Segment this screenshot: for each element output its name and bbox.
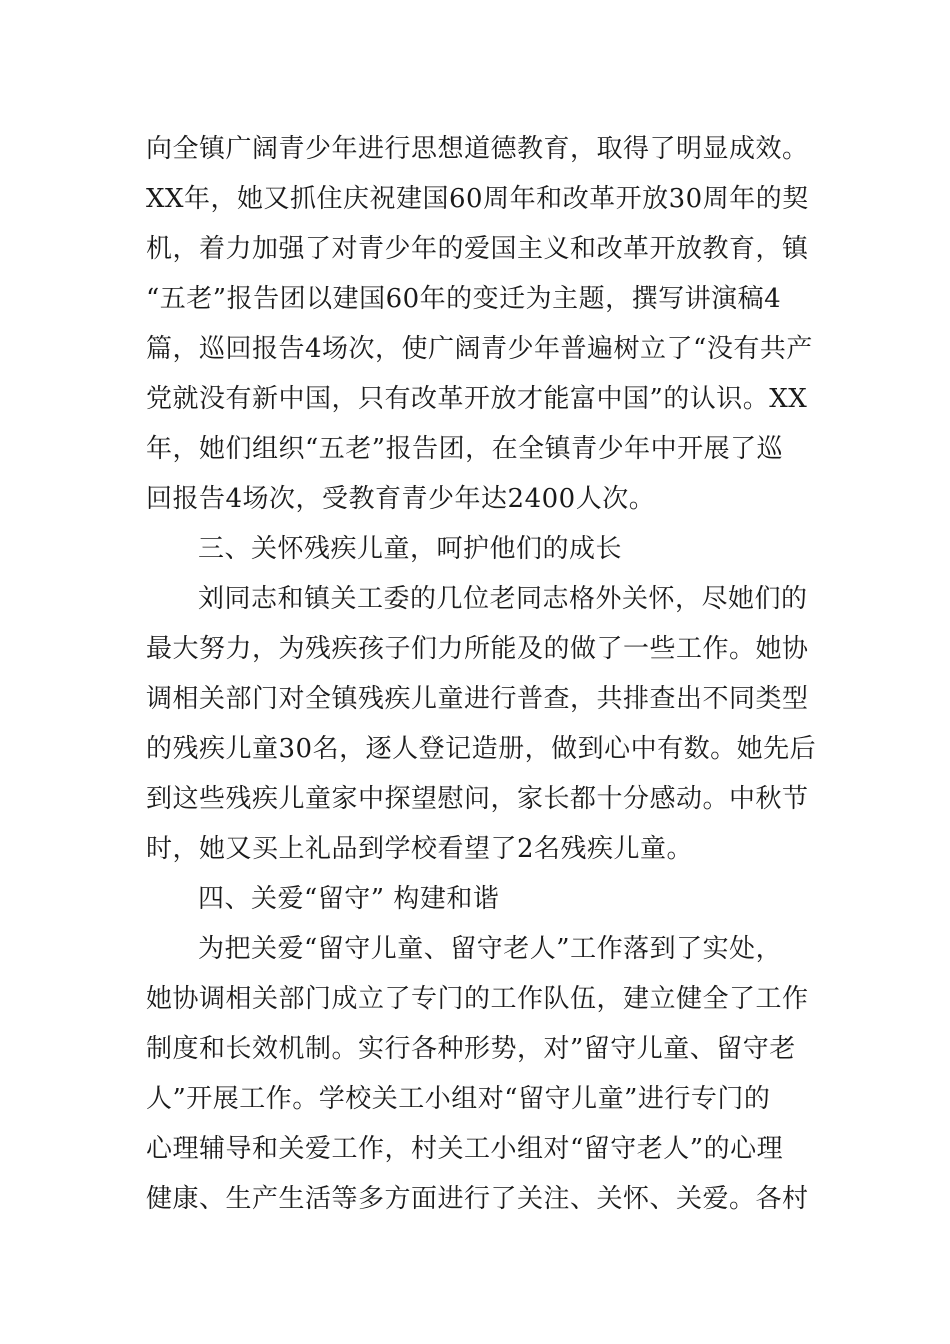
text-line: 人”开展工作。学校关工小组对“留守儿童”进行专门的 xyxy=(146,1084,771,1114)
text-line: 年，她们组织“五老”报告团，在全镇青少年中开展了巡 xyxy=(146,434,784,464)
text-line: 刘同志和镇关工委的几位老同志格外关怀，尽她们的 xyxy=(198,584,808,614)
text-line: 她协调相关部门成立了专门的工作队伍，建立健全了工作 xyxy=(146,984,809,1014)
text-line: 健康、生产生活等多方面进行了关注、关怀、关爱。各村 xyxy=(146,1184,809,1214)
text-line: 制度和长效机制。实行各种形势，对”留守儿童、留守老 xyxy=(146,1034,796,1064)
text-line: 调相关部门对全镇残疾儿童进行普查，共排查出不同类型 xyxy=(146,684,809,714)
text-line: 时，她又买上礼品到学校看望了2名残疾儿童。 xyxy=(146,834,694,864)
text-line: 回报告4场次，受教育青少年达2400人次。 xyxy=(146,484,656,514)
text-line: XX年，她又抓住庆祝建国60周年和改革开放30周年的契 xyxy=(146,184,809,214)
section-heading: 四、关爱“留守” 构建和谐 xyxy=(198,884,500,914)
text-line: 心理辅导和关爱工作，村关工小组对“留守老人”的心理 xyxy=(146,1134,784,1164)
text-line: “五老”报告团以建国60年的变迁为主题，撰写讲演稿4 xyxy=(146,284,782,314)
text-line: 的残疾儿童30名，逐人登记造册，做到心中有数。她先后 xyxy=(146,734,817,764)
text-line: 向全镇广阔青少年进行思想道德教育，取得了明显成效。 xyxy=(146,134,809,164)
text-line: 机，着力加强了对青少年的爱国主义和改革开放教育，镇 xyxy=(146,234,809,264)
text-line: 最大努力，为残疾孩子们力所能及的做了一些工作。她协 xyxy=(146,634,809,664)
section-heading: 三、关怀残疾儿童，呵护他们的成长 xyxy=(198,534,623,564)
text-line: 篇，巡回报告4场次，使广阔青少年普遍树立了“没有共产 xyxy=(146,334,813,364)
text-line: 为把关爱“留守儿童、留守老人”工作落到了实处， xyxy=(198,934,783,964)
text-line: 到这些残疾儿童家中探望慰问，家长都十分感动。中秋节 xyxy=(146,784,809,814)
text-line: 党就没有新中国，只有改革开放才能富中国”的认识。XX xyxy=(146,384,808,414)
